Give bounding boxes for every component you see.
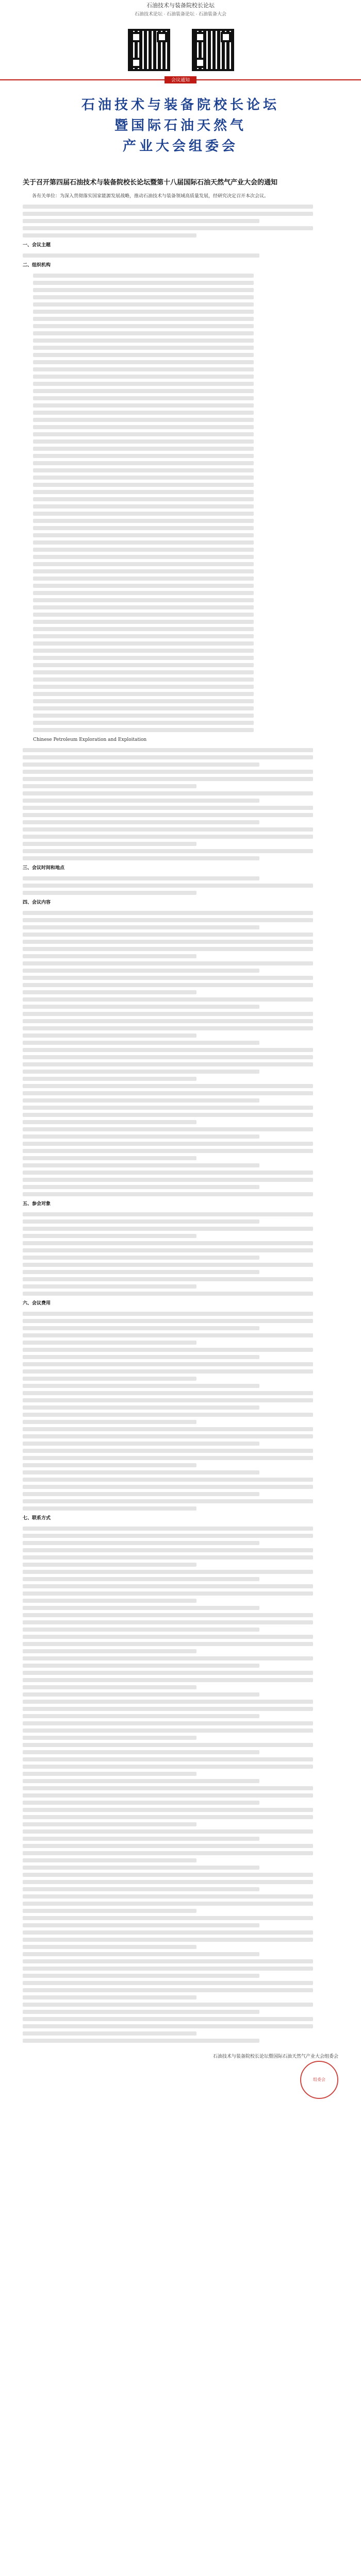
official-stamp: 组委会 (300, 2061, 338, 2099)
body-text-block (23, 205, 338, 238)
english-name: Chinese Petroleum Exploration and Exploitation (33, 737, 147, 742)
body-text-block (23, 748, 338, 860)
title-line-2: 暨国际石油天然气 (114, 118, 247, 133)
notice-content (23, 175, 338, 2099)
qr-code-icon (128, 29, 170, 71)
section-heading: 七、联系方式 (23, 1516, 51, 1521)
section-heading: 二、组织机构 (23, 263, 51, 268)
section-heading: 一、会议主题 (23, 243, 51, 248)
title-block (0, 95, 361, 157)
section-heading: 六、会议费用 (23, 1301, 51, 1306)
body-text-block (23, 1312, 338, 1511)
body-text-block (23, 1527, 338, 2043)
title-line-1: 石油技术与装备院校长论坛 (81, 97, 280, 113)
signature-text: 石油技术与装备院校长论坛暨国际石油天然气产业大会组委会 (212, 2054, 338, 2059)
section-tag: 会议通知 (165, 76, 196, 83)
body-text-block (23, 911, 338, 1196)
body-text-block (23, 253, 338, 258)
section-heading: 四、会议内容 (23, 900, 51, 905)
notice-title: 关于召开第四届石油技术与装备院校长论坛暨第十八届国际石油天然气产业大会的通知 (23, 179, 278, 187)
top-note: 石油技术论坛 · 石油装备论坛 · 石油装备大会 (135, 11, 226, 16)
top-bar-title: 石油技术与装备院校长论坛 (146, 3, 215, 9)
header (0, 18, 361, 154)
body-text-block (23, 1212, 338, 1296)
title-line-3: 产业大会组委会 (122, 139, 238, 154)
section-heading: 三、会议时间和地点 (23, 866, 65, 871)
section-heading: 五、参会对象 (23, 1201, 51, 1207)
body-text-block (23, 876, 338, 895)
organization-list (23, 274, 338, 732)
intro-paragraph: 各有关单位：为深入贯彻落实国家能源发展战略，推动石油技术与装备领域高质量发展，经研究决定召开本次会议。 (32, 194, 269, 199)
signature-block (23, 2053, 338, 2099)
qr-code-icon (192, 29, 234, 71)
